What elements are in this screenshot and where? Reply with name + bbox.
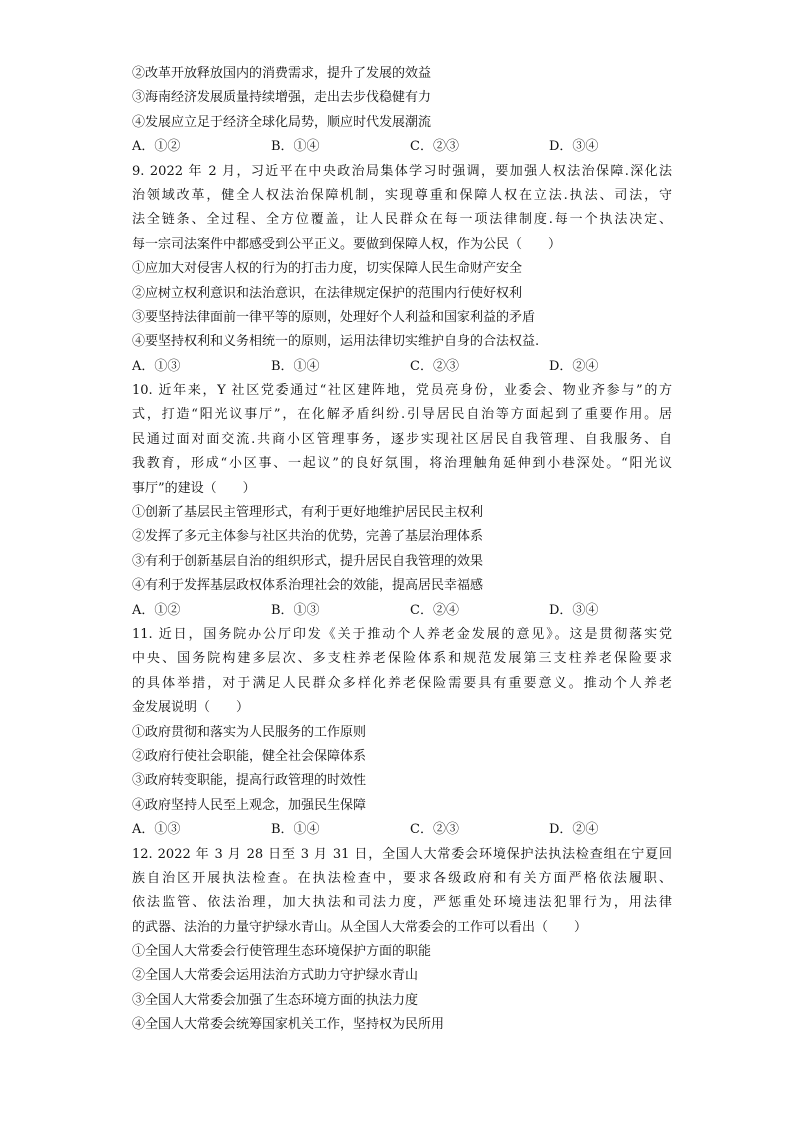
option-line: ③海南经济发展质量持续增强，走出去步伐稳健有力 [132, 90, 432, 106]
choice-c: C．②③ [410, 139, 459, 155]
choice-b: B．①③ [271, 602, 320, 618]
option-line: ②应树立权利意识和法治意识，在法律规定保护的范围内行使好权利 [132, 285, 523, 301]
stem-line: 民通过面对面交流.共商小区管理事务，逐步实现社区居民自我管理、自我服务、自 [132, 431, 672, 447]
stem-line: 中央、国务院构建多层次、多支柱养老保险体系和规范发展第三支柱养老保险要求 [132, 651, 672, 667]
option-line: ②改革开放释放国内的消费需求，提升了发展的效益 [132, 66, 432, 81]
choice-b: B．①④ [271, 822, 320, 838]
choice-c: C．②③ [410, 358, 459, 374]
answer-choices [132, 599, 672, 623]
option-line: ④要坚持权利和义务相统一的原则，运用法律切实维护自身的合法权益. [132, 334, 540, 350]
question-10 [132, 379, 672, 623]
option-line: ①政府贯彻和落实为人民服务的工作原则 [132, 724, 367, 740]
stem-line: 的武器、法治的力量守护绿水青山。从全国人大常委会的工作可以看出（ ） [132, 919, 588, 935]
answer-choices [132, 135, 672, 159]
stem-line: 依法监管、依法治理，加大执法和司法力度，严惩重处环境违法犯罪行为，用法律 [132, 895, 672, 911]
stem-line: 的具体举措，对于满足人民群众多样化养老保险需要具有重要意义。推动个人养老 [132, 675, 672, 691]
option-line: ③政府转变职能，提高行政管理的时效性 [132, 773, 367, 789]
choice-b: B．①④ [271, 139, 320, 155]
answer-choices [132, 818, 672, 842]
option-line: ④发展应立足于经济全球化局势，顺应时代发展潮流 [132, 114, 432, 130]
stem-line: 金发展说明（ ） [132, 700, 250, 716]
stem-line: 10. 近年来，Y 社区党委通过“社区建阵地，党员亮身份，业委会、物业齐参与”的方 [132, 383, 672, 399]
choice-d: D．②④ [549, 358, 599, 374]
stem-line: 事厅”的建设（ ） [132, 480, 256, 496]
question-stem [132, 843, 672, 941]
question-stem [132, 623, 672, 721]
question-11 [132, 623, 672, 843]
option-line: ②政府行使社会职能，健全社会保障体系 [132, 748, 367, 764]
stem-line: 每一宗司法案件中都感受到公平正义。要做到保障人权，作为公民（ ） [132, 236, 562, 252]
option-line: ③全国人大常委会加强了生态环境方面的执法力度 [132, 992, 419, 1008]
stem-line: 式，打造“阳光议事厅”，在化解矛盾纠纷.引导居民自治等方面起到了重要作用。居 [132, 407, 672, 423]
stem-line: 12. 2022 年 3 月 28 日至 3 月 31 日，全国人大常委会环境保护法执法检查组在宁夏回 [132, 846, 672, 862]
question-12 [132, 843, 672, 1038]
choice-d: D．③④ [549, 139, 599, 155]
stem-line: 族自治区开展执法检查。在执法检查中，要求各级政府和有关方面严格依法履职、 [132, 870, 672, 886]
option-line: ③要坚持法律面前一律平等的原则，处理好个人利益和国家利益的矛盾 [132, 309, 536, 325]
stem-line: 法全链条、全过程、全方位覆盖，让人民群众在每一项法律制度.每一个执法决定、 [132, 212, 672, 228]
question-8-tail [132, 62, 672, 160]
option-line: ①应加大对侵害人权的行为的打击力度，切实保障人民生命财产安全 [132, 261, 523, 277]
option-line: ④政府坚持人民至上观念，加强民生保障 [132, 797, 367, 813]
exam-page [132, 62, 672, 1038]
stem-line: 9. 2022 年 2 月，习近平在中央政治局集体学习时强调，要加强人权法治保障.深化法 [132, 163, 672, 179]
question-stem [132, 379, 672, 501]
choice-a: A．①② [132, 602, 181, 618]
option-line: ③有利于创新基层自治的组织形式，提升居民自我管理的效果 [132, 553, 484, 569]
question-stem [132, 160, 672, 258]
choice-c: C．②③ [410, 822, 459, 838]
choice-b: B．①④ [271, 358, 320, 374]
answer-choices [132, 355, 672, 379]
option-line: ②发挥了多元主体参与社区共治的优势，完善了基层治理体系 [132, 529, 484, 545]
stem-line: 11. 近日，国务院办公厅印发《关于推动个人养老金发展的意见》。这是贯彻落实党 [132, 626, 672, 642]
question-9 [132, 160, 672, 380]
choice-a: A．①③ [132, 822, 181, 838]
option-line: ④有利于发挥基层政权体系治理社会的效能，提高居民幸福感 [132, 578, 484, 594]
stem-line: 治领域改革，健全人权法治保障机制，实现尊重和保障人权在立法.执法、司法，守 [132, 187, 672, 203]
option-line: ①全国人大常委会行使管理生态环境保护方面的职能 [132, 944, 432, 960]
option-line: ④全国人大常委会统筹国家机关工作，坚持权为民所用 [132, 1017, 445, 1033]
option-line: ①创新了基层民主管理形式，有利于更好地维护居民民主权利 [132, 505, 484, 521]
choice-d: D．③④ [549, 602, 599, 618]
choice-d: D．②④ [549, 822, 599, 838]
choice-c: C．②④ [410, 602, 459, 618]
choice-a: A．①② [132, 139, 181, 155]
stem-line: 我教育，形成“小区事、一起议”的良好氛围，将治理触角延伸到小巷深处。“阳光议 [132, 456, 672, 472]
choice-a: A．①③ [132, 358, 181, 374]
option-line: ②全国人大常委会运用法治方式助力守护绿水青山 [132, 968, 419, 984]
